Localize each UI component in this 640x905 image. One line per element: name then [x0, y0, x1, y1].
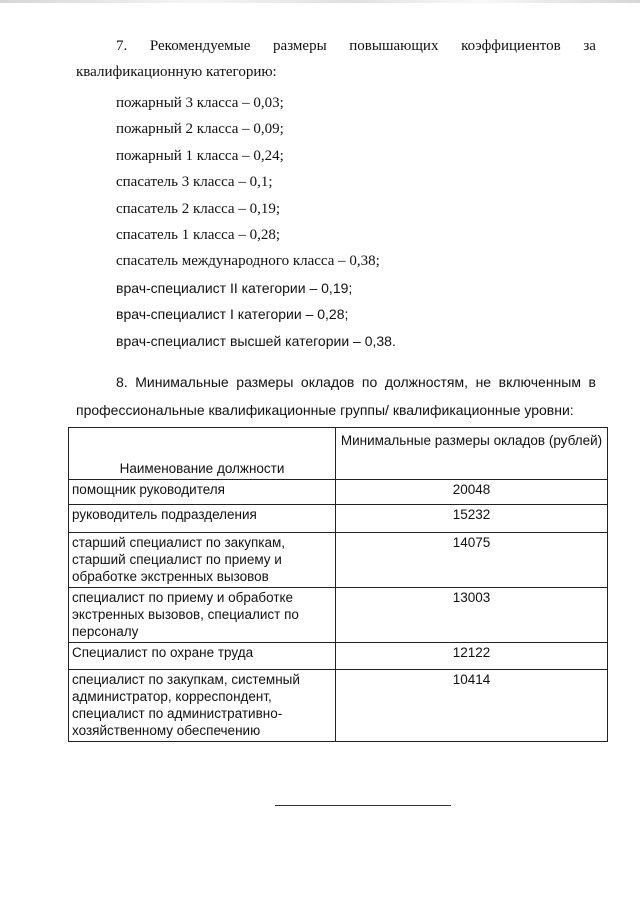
section-7-word: за	[583, 38, 596, 54]
section-7-word: коэффициентов	[461, 38, 561, 54]
table-row	[69, 588, 608, 643]
salary-cell: 13003	[336, 588, 608, 643]
section-8-word: окладов	[300, 374, 355, 390]
section-7-heading	[116, 38, 596, 55]
coefficient-item: пожарный 3 класса – 0,03;	[116, 95, 284, 111]
coefficient-list	[116, 93, 396, 357]
section-8-word: Минимальные	[135, 374, 229, 390]
coefficient-item: спасатель международного класса – 0,38;	[116, 253, 380, 270]
section-8-word: в	[588, 374, 596, 390]
section-8-word: должностям,	[384, 374, 469, 390]
header-salary: Минимальные размеры окладов (рублей)	[336, 428, 608, 480]
section-7-word: Рекомендуемые	[149, 38, 251, 54]
section-7-word: размеры	[273, 38, 327, 54]
header-position: Наименование должности	[69, 428, 336, 480]
section-7-number: 7.	[116, 38, 128, 54]
salary-cell: 14075	[336, 533, 608, 588]
position-cell: специалист по приему и обработке экстренных вызовов, специалист по персоналу	[69, 588, 336, 643]
table-row	[69, 480, 608, 505]
coefficient-item: спасатель 2 класса – 0,19;	[116, 200, 280, 217]
salary-cell: 15232	[336, 505, 608, 533]
position-cell: специалист по закупкам, системный администратор, корреспондент, специалист по административно-хозяйственному обеспечению	[69, 670, 336, 742]
section-7-continuation: квалификационную категорию:	[76, 64, 277, 80]
section-8-word: по	[361, 374, 378, 390]
position-cell: старший специалист по закупкам, старший специалист по приему и обработке экстренных вызовов	[69, 533, 336, 588]
coefficient-item: врач-специалист высшей категории – 0,38.	[116, 332, 396, 349]
salary-cell: 12122	[336, 643, 608, 670]
table-row	[69, 643, 608, 670]
section-8-word: не	[475, 374, 492, 390]
coefficient-item: пожарный 1 класса – 0,24;	[116, 147, 284, 164]
coefficient-item: врач-специалист I категории – 0,28;	[116, 306, 349, 323]
signature-line	[275, 805, 451, 806]
salary-cell: 20048	[336, 480, 608, 505]
coefficient-item: спасатель 1 класса – 0,28;	[116, 226, 280, 243]
section-8-continuation: профессиональные квалификационные группы/ квалификационные уровни:	[76, 402, 574, 418]
section-7-word: повышающих	[349, 38, 439, 54]
table-row	[69, 670, 608, 742]
salary-cell: 10414	[336, 670, 608, 742]
table-header-row	[69, 428, 608, 480]
salary-table	[68, 427, 608, 742]
position-cell: руководитель подразделения	[69, 505, 336, 533]
section-8-heading	[116, 374, 596, 390]
coefficient-item: пожарный 2 класса – 0,09;	[116, 121, 284, 138]
table-row	[69, 533, 608, 588]
section-8-word: включенным	[498, 374, 581, 390]
coefficient-item: врач-специалист II категории – 0,19;	[116, 279, 353, 296]
coefficient-item: спасатель 3 класса – 0,1;	[116, 174, 273, 191]
scan-edge-artifact	[0, 0, 640, 3]
position-cell: Специалист по охране труда	[69, 643, 336, 670]
position-cell: помощник руководителя	[69, 480, 336, 505]
section-8-word: размеры	[236, 374, 294, 390]
section-8-word: 8.	[116, 374, 128, 390]
table-row	[69, 505, 608, 533]
